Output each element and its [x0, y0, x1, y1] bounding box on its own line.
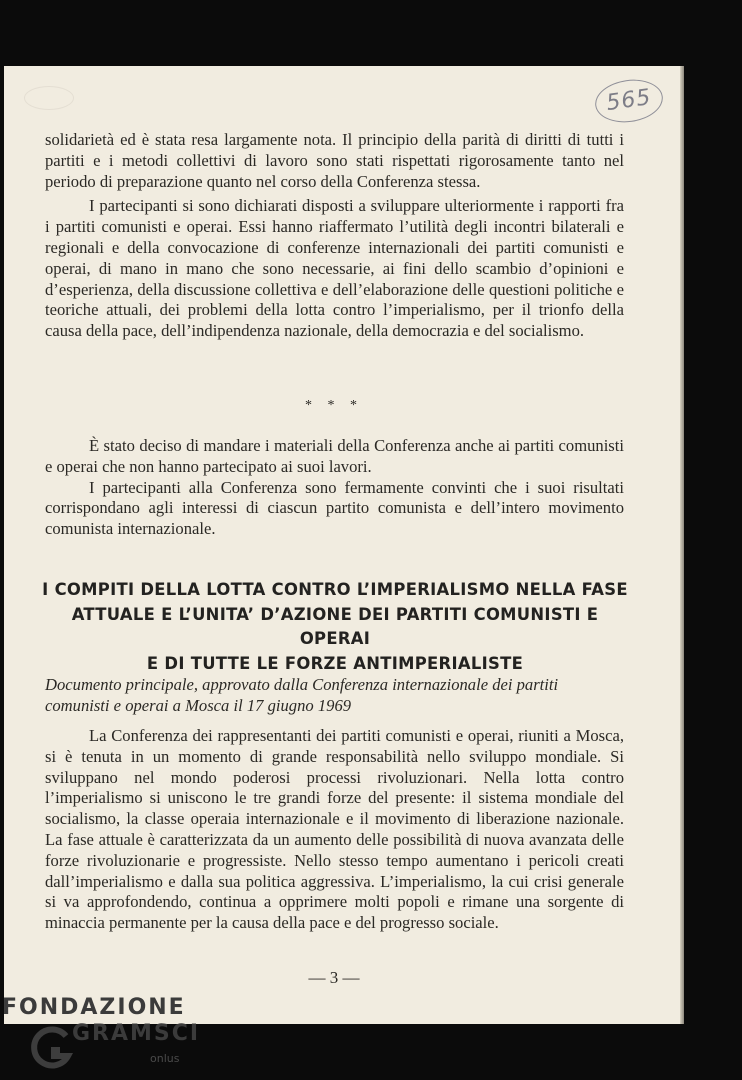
- watermark-onlus: onlus: [150, 1052, 180, 1065]
- watermark-line: FONDAZIONE: [2, 995, 186, 1020]
- page-number: — 3 —: [308, 968, 360, 987]
- section-separator: * * *: [305, 398, 363, 413]
- section-heading: [40, 578, 630, 676]
- faint-stamp-mark: [24, 86, 74, 110]
- fondazione-gramsci-watermark: [0, 994, 220, 1080]
- page-edge-shadow: [680, 66, 684, 1024]
- document-page: [4, 66, 680, 1024]
- bottom-text-block: [45, 726, 624, 934]
- paragraph: La Conferenza dei rappresentanti dei partiti comunisti e operai, riuniti a Mosca, si è tenuta in un momento di grande responsabilità nello sviluppo mondiale. Si sviluppano nel mondo poderosi processi rivoluzionari. Nella lotta contro l’imperialismo si uniscono le tre grandi forze del presente: il sistema mondiale del socialismo, la classe operaia internazionale e il movimento di liberazione nazionale. La fase attuale è caratterizzata da un aumento delle possibilità di nuova avanzata delle forze rivoluzionarie e progressiste. Nello stesso tempo aumentano i pericoli creati dall’imperialismo e dalla sua politica aggressiva. L’imperialismo, la cui crisi generale si va approfondendo, continua a opprimere molti popoli e rimane una sorgente di minaccia permanente per la causa della pace e del progresso sociale.: [45, 726, 624, 933]
- watermark-line: GRAMSCI: [72, 1021, 201, 1046]
- top-text-block: [45, 130, 624, 342]
- paragraph: È stato deciso di mandare i materiali della Conferenza anche ai partiti comunisti e operai che non hanno partecipato ai suoi lavori.: [45, 436, 624, 476]
- middle-text-block: [45, 436, 624, 540]
- paragraph: I partecipanti si sono dichiarati disposti a sviluppare ulteriormente i rapporti fra i partiti comunisti e operai. Essi hanno riaffermato l’utilità degli incontri bilaterali e regionali e della convocazione di conferenze internazionali dei partiti comunisti e operai, di mano in mano che sono necessarie, ai fini dello scambio d’opinioni e d’esperienza, della discussione collettiva e dell’elaborazione delle questioni politiche e teoriche attuali, dei problemi della lotta contro l’imperialismo, per il trionfo della causa della pace, dell’indipendenza nazionale, della democrazia e del socialismo.: [45, 196, 624, 341]
- paragraph-continuation: solidarietà ed è stata resa largamente nota. Il principio della parità di diritti di tutti i partiti e i metodi collettivi di lavoro sono stati rispettati rigorosamente tanto nel periodo di preparazione quanto nel corso della Conferenza stessa.: [45, 130, 624, 191]
- gramsci-logo-icon: [30, 1022, 74, 1072]
- heading-line: I COMPITI DELLA LOTTA CONTRO L’IMPERIALISMO NELLA FASE: [42, 580, 628, 599]
- heading-line: ATTUALE E L’UNITA’ D’AZIONE DEI PARTITI COMUNISTI E OPERAI: [71, 604, 599, 648]
- paragraph: I partecipanti alla Conferenza sono fermamente convinti che i suoi risultati corrispondano agli interessi di ciascun partito comunista e dell’intero movimento comunista internazionale.: [45, 477, 624, 539]
- heading-line: E DI TUTTE LE FORZE ANTIMPERIALISTE: [146, 653, 524, 673]
- archive-stamp: 565: [592, 75, 665, 126]
- document-subtitle: Documento principale, approvato dalla Conferenza internazionale dei partiti comunisti e operai a Mosca il 17 giugno 1969: [45, 675, 559, 715]
